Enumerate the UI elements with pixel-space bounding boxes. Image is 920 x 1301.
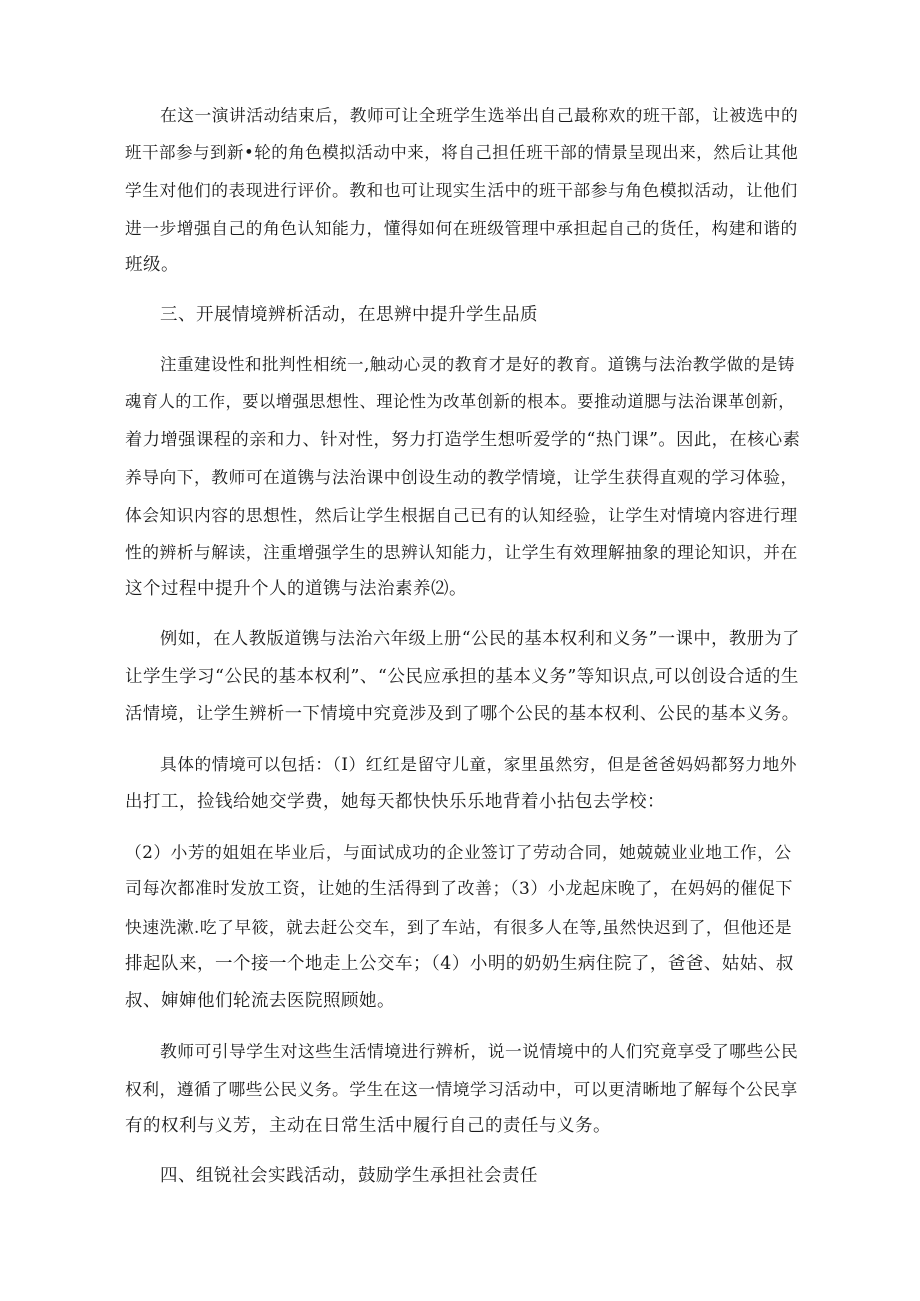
text-line: 具体的情境可以包括：（I）红红是留守儿童，家里虽然穷，但是爸爸妈妈都努力地外 (160, 754, 797, 774)
text-line: 进一步增强自己的角色认知能力，懂得如何在班级管理中承担起自己的货任，构建和谐的 (125, 218, 798, 238)
text-line: 班干部参与到新•轮的角色模拟活动中来，将自己担任班干部的情景呈现出来，然后让其他 (125, 143, 799, 162)
text-line: 出打工，捡钱给她交学费，她每天都快快乐乐地背着小拈包去学校： (125, 792, 665, 812)
text-line: 班级。 (125, 255, 179, 275)
text-line: 体会知识内容的思想性，然后让学生根据自己已有的认知经验，让学生对情境内容进行理 (125, 505, 798, 525)
text-line: 养导向下，教师可在道镌与法治课中创设生动的教学情境，让学生获得直观的学习体验， (125, 467, 798, 487)
text-line: 性的辨析与解读，注重增强学生的思辨认知能力，让学生有效理解抽象的理论知识，并在 (125, 542, 798, 562)
text-line: 有的权利与义芳，主动在日常生活中履行自己的责任与义务。 (125, 1116, 611, 1136)
heading-text: 四、组锐社会实践活动，鼓励学生承担社会责任 (160, 1166, 538, 1186)
text-line: 魂育人的工作，要以增强思想性、理论性为改革创新的根本。要推动道腮与法治课革创新， (125, 392, 795, 411)
text-line: 这个过程中提升个人的道镌与法治素养⑵。 (125, 579, 467, 599)
text-line: 让学生学习“公民的基本权利”、“公民应承担的基本义务”等知识点,可以创设合适的生 (125, 667, 799, 687)
text-line: 活情境，让学生辨析一下情境中究竟涉及到了哪个公民的基本权利、公民的基本义务。 (125, 704, 800, 724)
text-line: 教师可引导学生对这些生活情境进行辨析，说一说情境中的人们究竟享受了哪些公民 (160, 1041, 799, 1061)
text-line: 快速洗漱.吃了早筱，就去赶公交车，到了车站，有很多人在等,虽然快迟到了，但他还是 (125, 917, 793, 937)
text-line: 权利，遵循了哪些公民义务。学生在这一情境学习活动中，可以更清晰地了解每个公民享 (125, 1079, 798, 1099)
text-line: 学生对他们的表现进行评价。教和也可让现实生活中的班干部参与角色模拟活动，让他们 (125, 180, 798, 200)
text-line: 注重建设性和批判性相统一,触动心灵的教育才是好的教育。道镌与法治教学做的是铸 (160, 355, 795, 374)
text-line: 着力增强课程的亲和力、针对性，努力打造学生想听爱学的“热门课”。因此，在核心素 (125, 430, 801, 450)
text-line: 在这一演讲活动结束后，教师可让全班学生选举出自己最称欢的班干部，让被选中的 (160, 105, 799, 125)
text-line: 排起队来，一个接一个地走上公交车；（4）小明的奶奶生病住院了，爸爸、姑姑、叔 (125, 954, 794, 974)
heading-text: 三、开展情境辨析活动，在思辨中提升学生品质 (160, 305, 538, 325)
text-line: （2）小芳的姐姐在毕业后，与面试成功的企业签订了劳动合同，她兢兢业业地工作，公 (125, 842, 792, 862)
text-line: 叔、婶婶他们轮流去医院照顾她。 (125, 991, 395, 1011)
text-line: 例如，在人教版道镌与法治六年级上册“公民的基本权利和义务”一课中，教册为了 (160, 629, 800, 649)
text-line: 司每次都准时发放工资，让她的生活得到了改善；（3）小龙起床晚了，在妈妈的催促下 (125, 879, 793, 899)
